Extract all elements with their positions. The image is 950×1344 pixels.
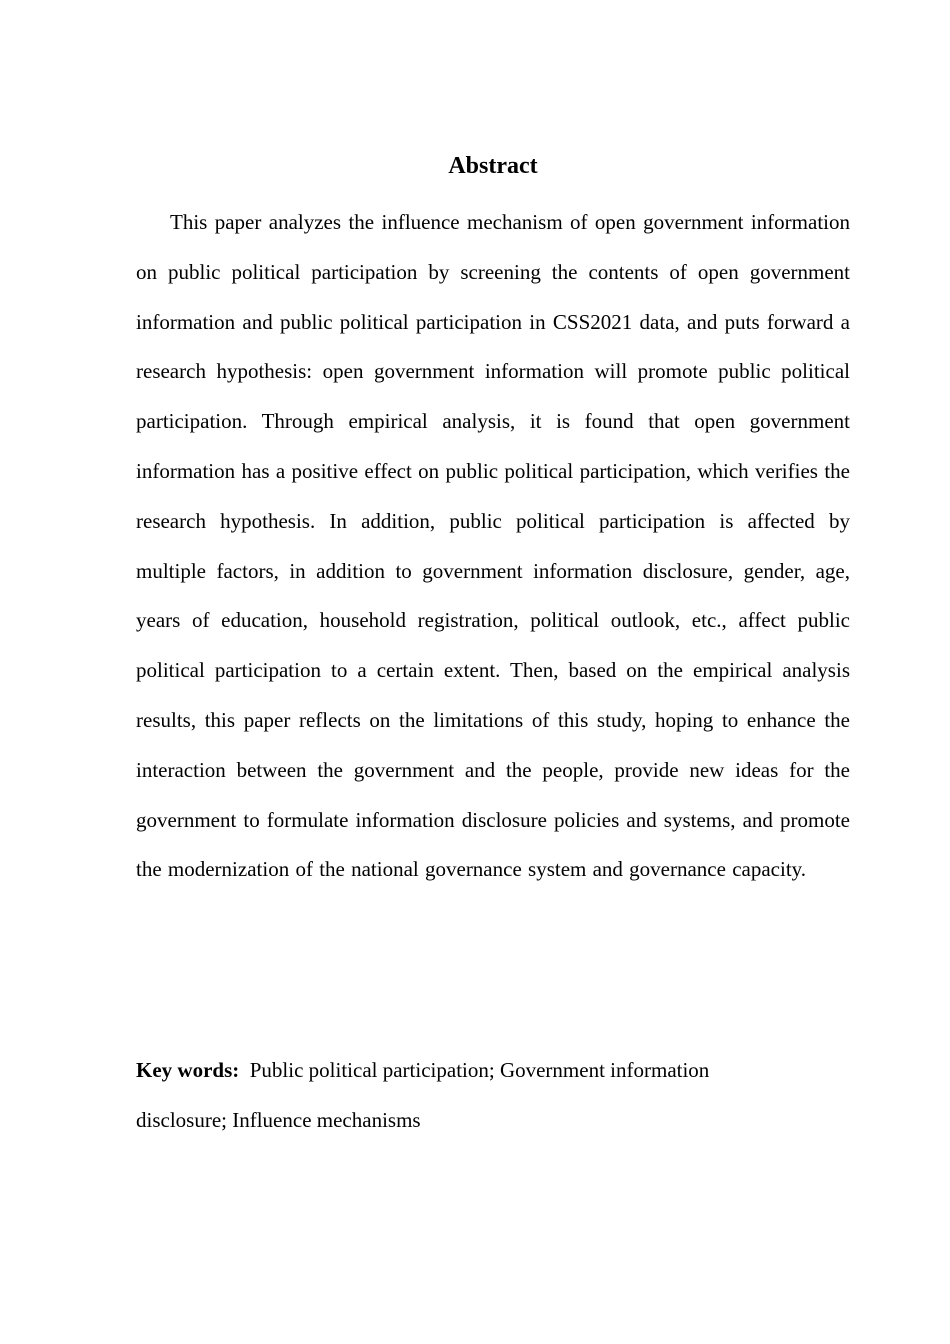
- abstract-title: Abstract: [448, 153, 538, 179]
- abstract-paragraph: This paper analyzes the influence mechanism of open government information on public political participation by screening the contents of open government information and public political participation in CSS2021 data, and puts forward a research hypothesis: open government information will promote public political participation. Through empirical analysis, it is found that open government information has a positive effect on public political participation, which verifies the research hypothesis. In addition, public political participation is affected by multiple factors, in addition to government information disclosure, gender, age, years of education, household registration, political outlook, etc., affect public political participation to a certain extent. Then, based on the empirical analysis results, this paper reflects on the limitations of this study, hoping to enhance the interaction between the government and the people, provide new ideas for the government to formulate information disclosure policies and systems, and promote the modernization of the national governance system and governance capacity.: [136, 210, 850, 882]
- keywords-value: Public political participation; Government information disclosure; Influence mechanisms: [136, 1058, 710, 1132]
- keywords-label: Key words:: [136, 1058, 240, 1082]
- keywords-line: [136, 1045, 776, 1145]
